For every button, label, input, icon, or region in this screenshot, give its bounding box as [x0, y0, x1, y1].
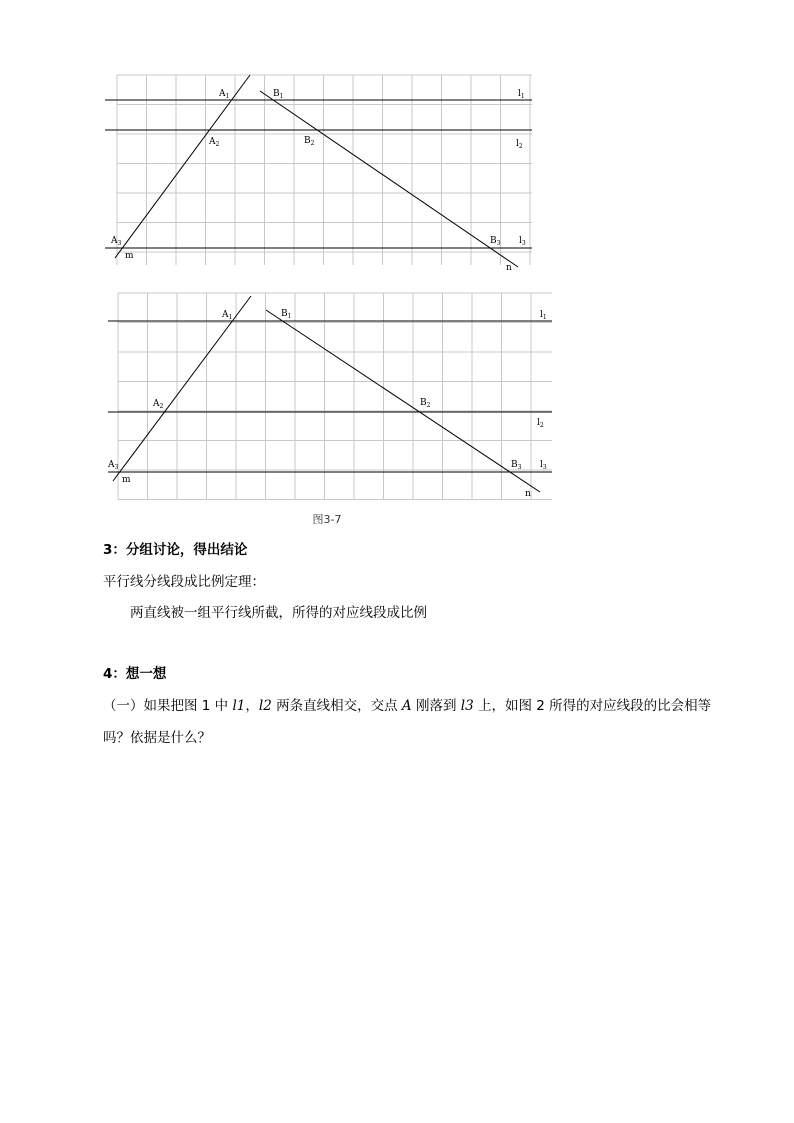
figure-2 [0, 285, 794, 505]
label-B2: $B_2$ [304, 136, 315, 147]
label-B2: $B_2$ [420, 398, 431, 409]
section-3-heading: 3：分组讨论，得出结论 [103, 542, 248, 558]
transversal-m [115, 75, 250, 258]
question-text: （一）如果把图 1 中 [103, 698, 233, 714]
question-text: 上，如图 2 所得的对应线段的比会相等 [473, 698, 712, 714]
figure-1 [0, 60, 794, 290]
parallel-lines [105, 100, 532, 248]
figure-caption [0, 511, 794, 527]
label-l3: $l_3$ [519, 236, 526, 247]
section-4-heading: 4：想一想 [103, 666, 167, 682]
symbol-l1: l1 [232, 698, 246, 714]
figure-1-svg [0, 60, 794, 290]
grid [118, 293, 552, 500]
parallel-lines [108, 321, 552, 472]
symbol-l2: l2 [258, 698, 272, 714]
label-B3: $B_3$ [490, 236, 501, 247]
label-A1: $A_1$ [219, 89, 230, 100]
grid [117, 75, 532, 265]
label-n: n [525, 489, 531, 499]
label-n: n [506, 263, 512, 273]
theorem-statement: 两直线被一组平行线所截，所得的对应线段成比例 [130, 605, 427, 621]
transversal-m [113, 296, 251, 481]
label-A2: $A_2$ [209, 137, 220, 148]
question-line-2: 吗？依据是什么？ [103, 730, 211, 746]
question-text: 刚落到 [411, 698, 461, 714]
label-l2: $l_2$ [537, 418, 544, 429]
label-l1: $l_1$ [518, 89, 525, 100]
label-A1: $A_1$ [222, 310, 233, 321]
label-A3: $A_3$ [111, 236, 122, 247]
question-text: 两条直线相交，交点 [271, 698, 402, 714]
theorem-label: 平行线分线段成比例定理： [103, 574, 265, 590]
label-B1: $B_1$ [273, 89, 284, 100]
label-l1: $l_1$ [540, 310, 547, 321]
label-B1: $B_1$ [281, 309, 292, 320]
label-l3: $l_3$ [540, 460, 547, 471]
transversal-n [260, 91, 518, 267]
figure-2-svg [0, 285, 794, 505]
question-line-1 [103, 696, 723, 716]
figure-caption-text: 图3-7 [312, 513, 342, 526]
label-m: m [122, 475, 131, 485]
question-text: ， [245, 698, 259, 714]
transversal-n [266, 310, 540, 492]
label-A2: $A_2$ [153, 399, 164, 410]
label-l2: $l_2$ [516, 139, 523, 150]
symbol-A: A [401, 698, 412, 714]
symbol-l3: l3 [460, 698, 474, 714]
label-A3: $A_3$ [108, 460, 119, 471]
label-m: m [125, 251, 134, 261]
label-B3: $B_3$ [511, 460, 522, 471]
